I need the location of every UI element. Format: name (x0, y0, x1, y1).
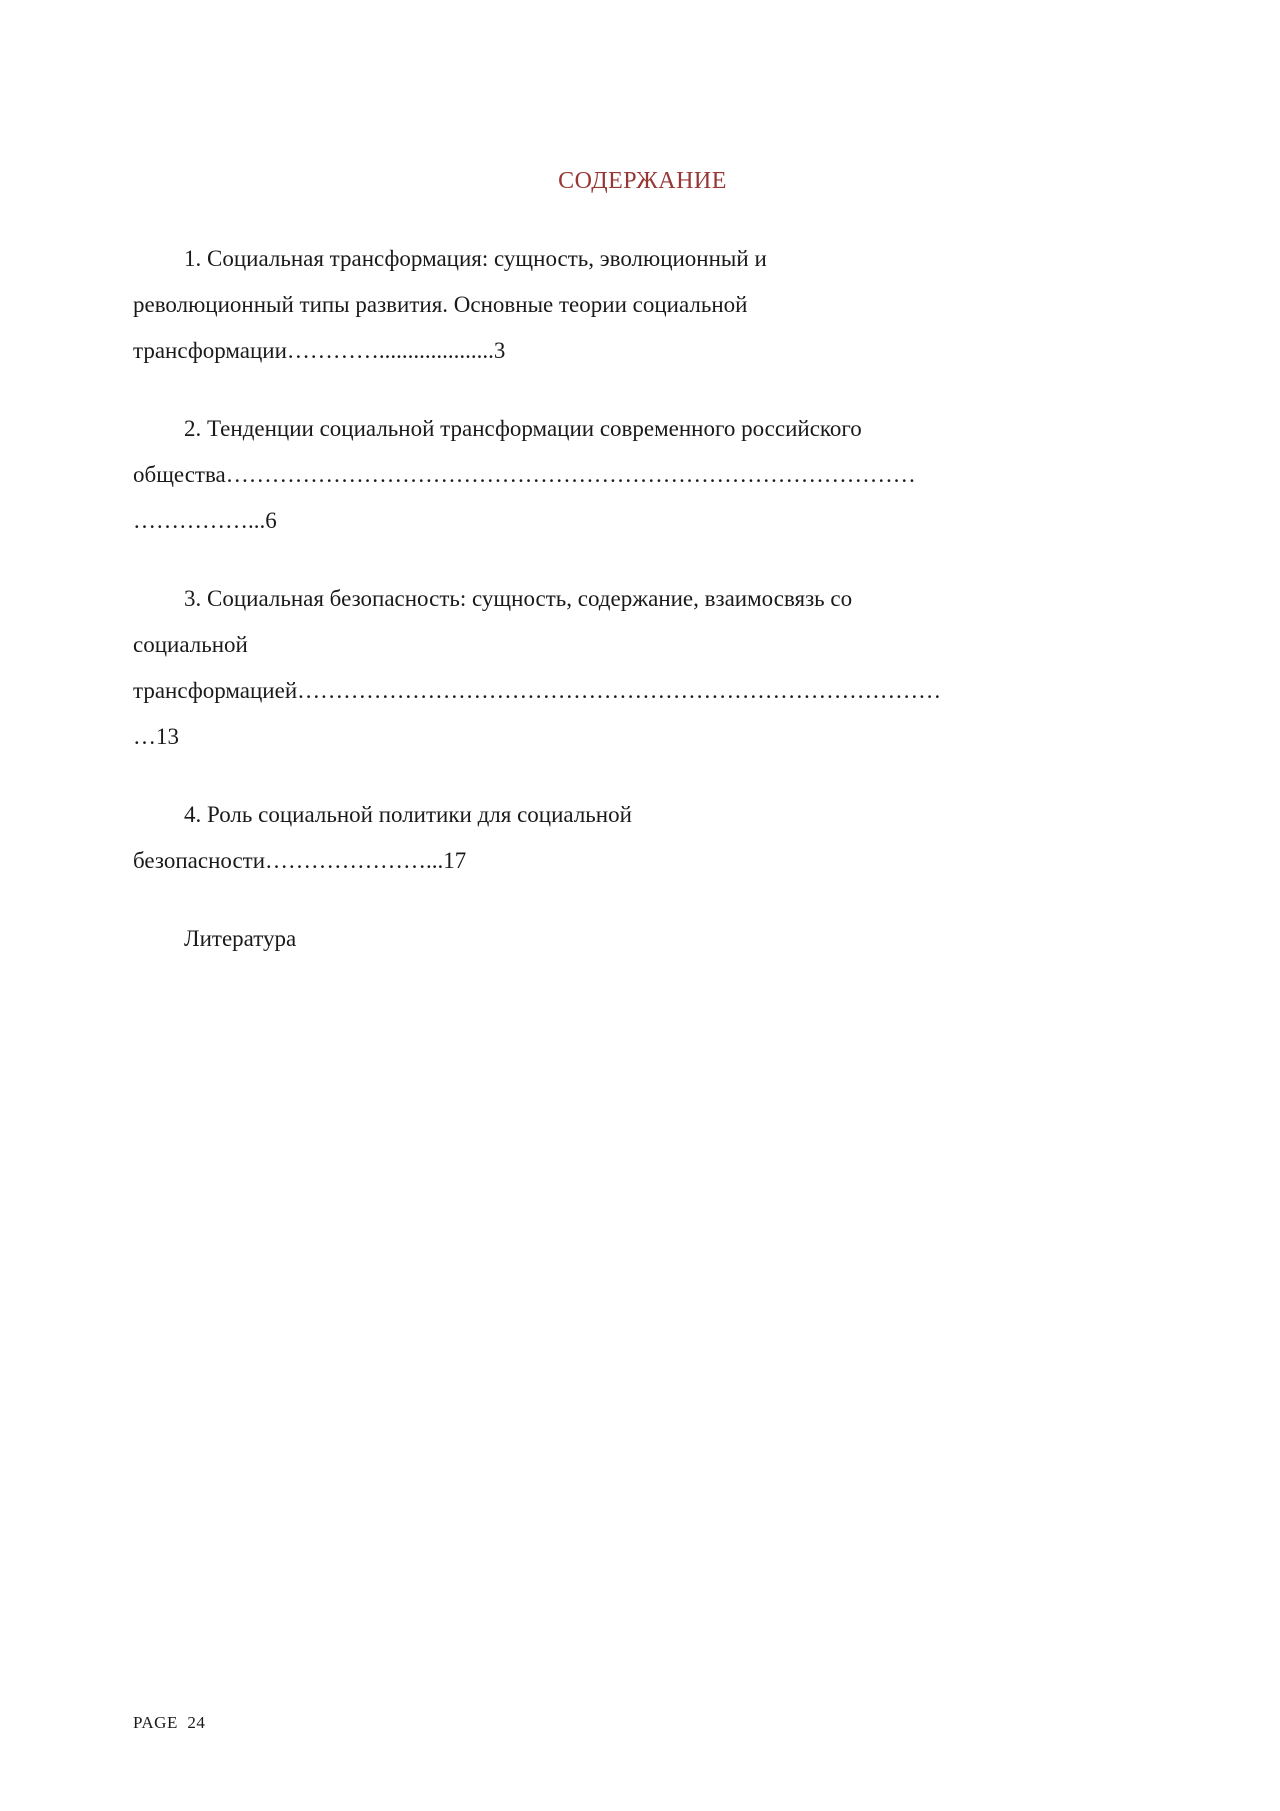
toc-entry-4 (133, 792, 1152, 884)
page-number-footer: PAGE 24 (133, 1713, 206, 1732)
toc-entry-line: трансформацией………………………………………………………………………… (133, 678, 942, 703)
toc-entry-line: социальной (133, 632, 248, 657)
toc-entry-3 (133, 576, 1152, 760)
toc-entry-line: 3. Социальная безопасность: сущность, содержание, взаимосвязь со (184, 586, 853, 611)
document-title: СОДЕРЖАНИЕ (558, 168, 727, 194)
toc-entry-line: 2. Тенденции социальной трансформации современного российского (184, 416, 862, 441)
toc-entry-line: 4. Роль социальной политики для социальной (184, 802, 632, 827)
toc-entry-line: революционный типы развития. Основные теории социальной (133, 292, 748, 317)
toc-entry-1 (133, 236, 1152, 374)
toc-entry-line: трансформации…………....................3 (133, 338, 506, 363)
toc-entry-line: …13 (133, 724, 179, 749)
toc-entry-line: общества……………………………………………………………………………… (133, 462, 916, 487)
toc-entry-line: ……………...6 (133, 508, 277, 533)
toc-entry-line: безопасности…………………...17 (133, 848, 467, 873)
toc-entry-2 (133, 406, 1152, 544)
toc-entry-line: 1. Социальная трансформация: сущность, эволюционный и (184, 246, 767, 271)
table-of-contents (133, 236, 1152, 962)
toc-entry-literature (133, 916, 1152, 962)
toc-entry-line: Литература (184, 926, 297, 951)
